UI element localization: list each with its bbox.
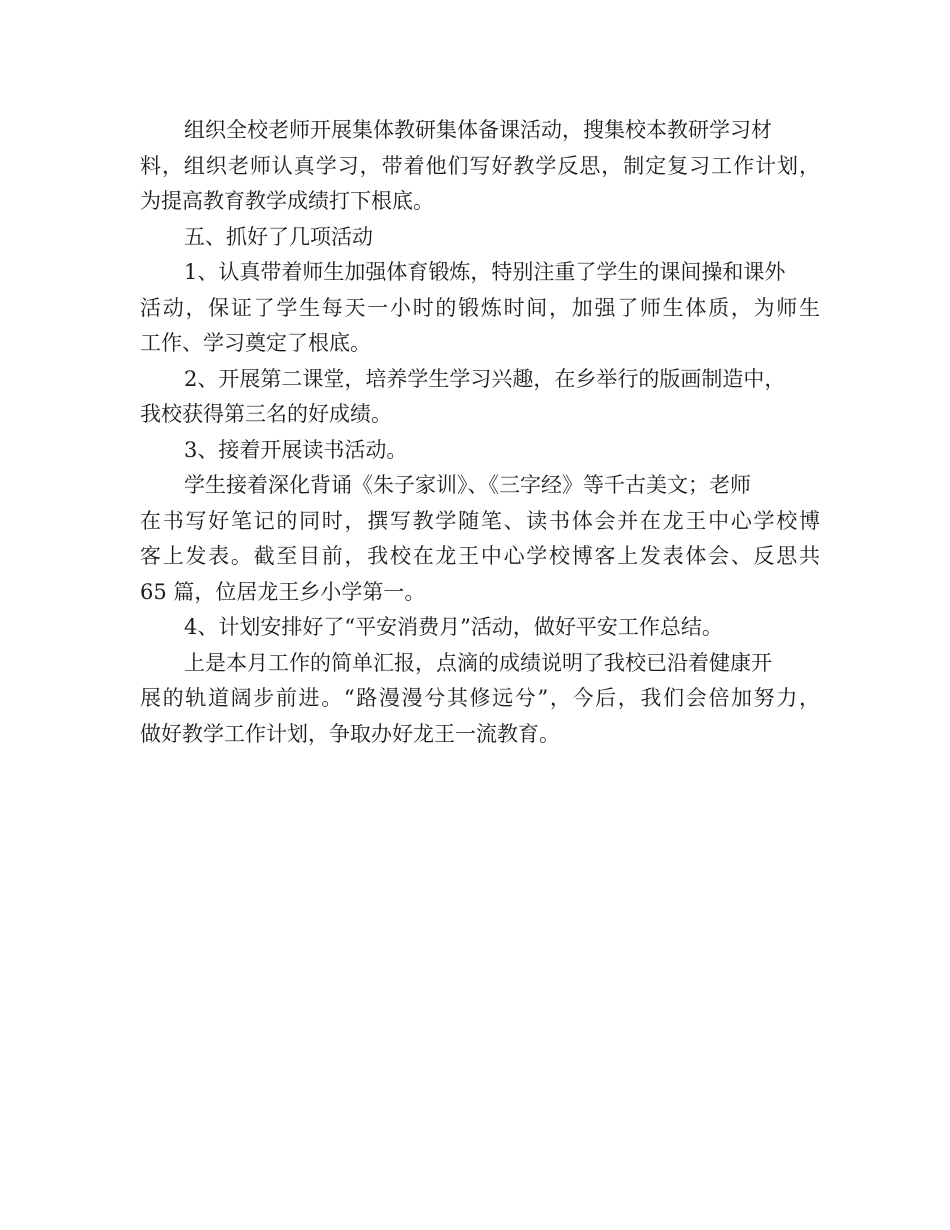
- list-item: [140, 362, 830, 433]
- text-line: 料，组织老师认真学习，带着他们写好教学反思，制定复习工作计划，: [140, 153, 820, 178]
- text-line: 组织全校老师开展集体教研集体备课活动，搜集校本教研学习材: [184, 118, 772, 142]
- section-heading-activities: [140, 220, 830, 256]
- paragraph-reading-activity: [140, 468, 830, 610]
- text-line: 为提高教育教学成绩打下根底。: [140, 189, 434, 213]
- list-item: [140, 433, 830, 469]
- text-line: 65 篇，位居龙王乡小学第一。: [140, 579, 426, 604]
- text-line: 活动，保证了学生每天一小时的锻炼时间，加强了师生体质，为师生: [140, 295, 820, 320]
- text-line: 学生接着深化背诵《朱子家训》、《三字经》等千古美文；老师: [184, 473, 751, 497]
- text-line: 五、抓好了几项活动: [184, 224, 373, 249]
- paragraph-teaching-research: [140, 113, 830, 220]
- text-line: 客上发表。截至目前，我校在龙王中心学校博客上发表体会、反思共: [140, 544, 820, 568]
- list-item: [140, 255, 830, 362]
- text-line: 做好教学工作计划，争取办好龙王一流教育。: [140, 721, 560, 746]
- text-line: 2、开展第二课堂，培养学生学习兴趣，在乡举行的版画制造中，: [184, 366, 786, 391]
- text-line: 在书写好笔记的同时，撰写教学随笔、读书体会并在龙王中心学校博: [140, 508, 820, 533]
- text-line: 3、接着开展读书活动。: [184, 437, 408, 462]
- text-line: 我校获得第三名的好成绩。: [140, 402, 392, 426]
- text-line: 工作、学习奠定了根底。: [140, 331, 371, 355]
- document-body: [140, 113, 830, 752]
- text-line: 展的轨道阔步前进。“路漫漫兮其修远兮”，今后，我们会倍加努力，: [140, 686, 820, 710]
- list-item: [140, 610, 830, 646]
- text-line: 上是本月工作的简单汇报，点滴的成绩说明了我校已沿着健康开: [184, 650, 772, 675]
- text-line: 4、计划安排好了“平安消费月”活动，做好平安工作总结。: [184, 615, 723, 639]
- text-line: 1、认真带着师生加强体育锻炼，特别注重了学生的课间操和课外: [184, 260, 786, 284]
- paragraph-summary: [140, 646, 830, 753]
